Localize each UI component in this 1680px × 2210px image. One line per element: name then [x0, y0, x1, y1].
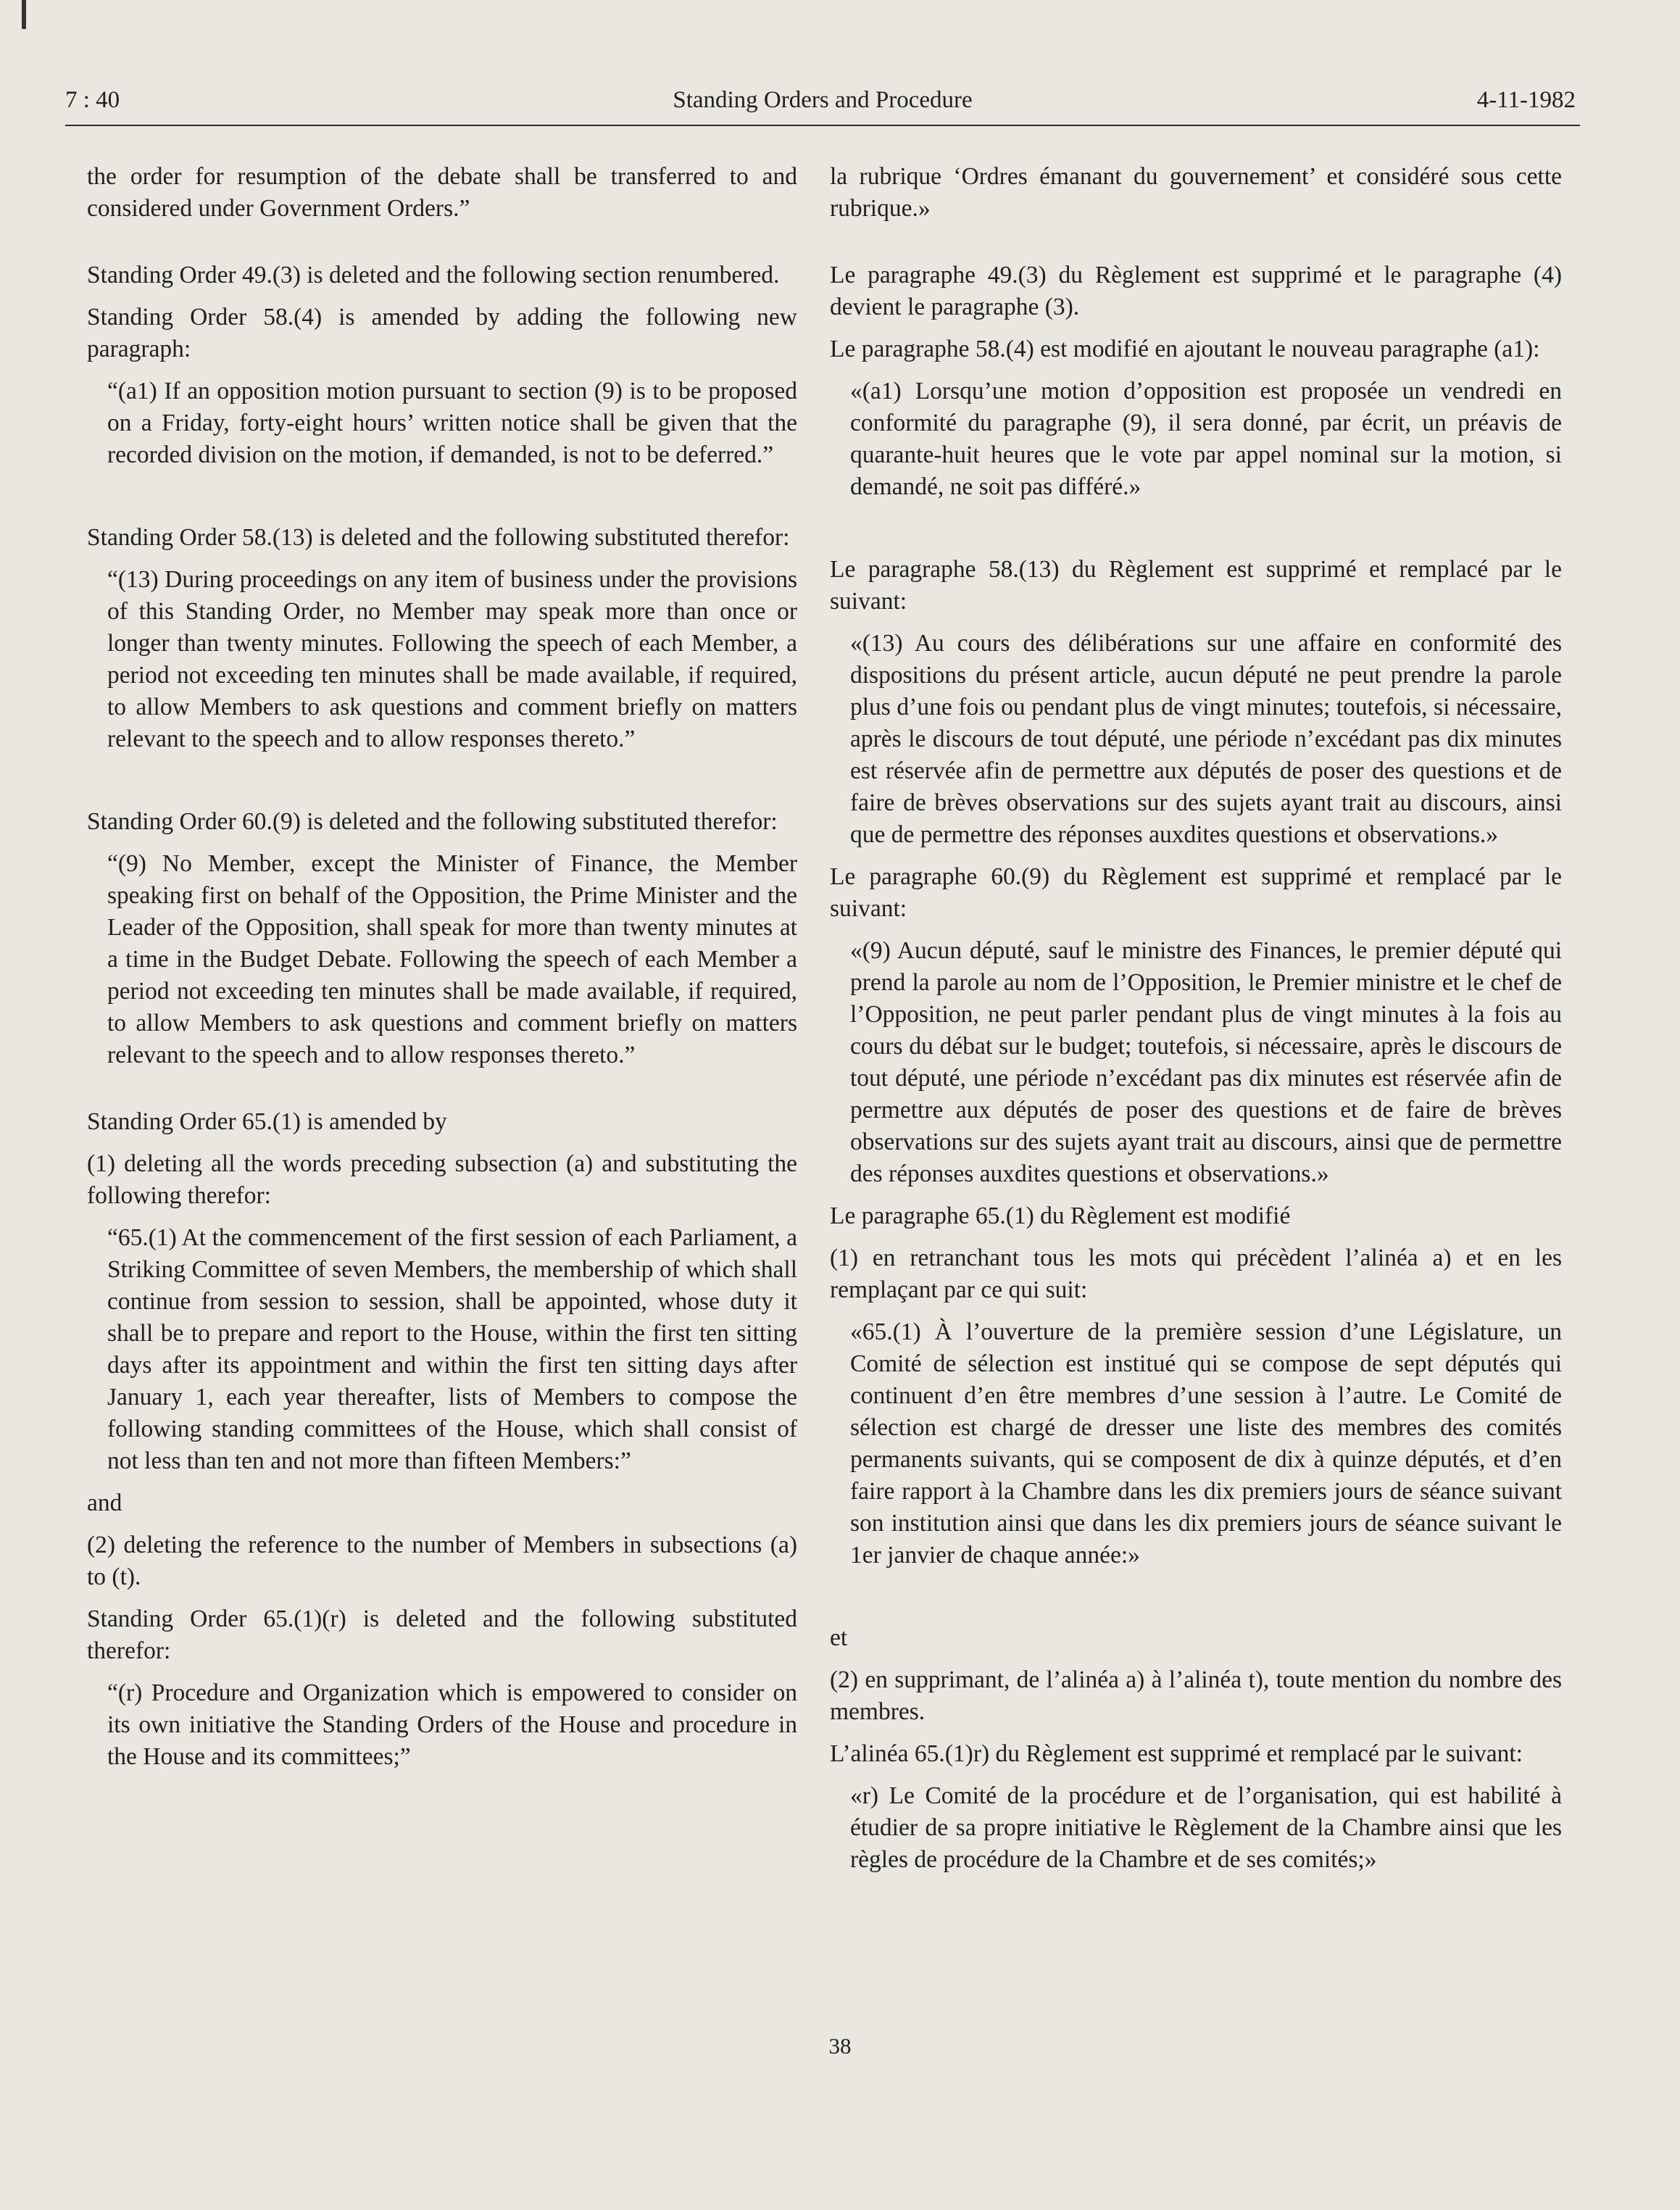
en-paragraph: Standing Order 65.(1) is amended by [87, 1108, 447, 1135]
fr-paragraph: (2) en supprimant, de l’alinéa a) à l’alinéa t), toute mention du nombre des membres. [830, 1666, 1562, 1725]
english-column [87, 161, 797, 1783]
french-column [830, 161, 1562, 1886]
fr-quoted-provision: «(9) Aucun député, sauf le ministre des Finances, le premier député qui prend la parole au nom de l’Opposition, le Premier ministre et le chef de l’Opposition, ne peut parler pendant plus de vingt minutes à la fois au cours du débat sur le budget; toutefois, si nécessaire, après le discours de tout député, une période n’excédant pas dix minutes est réservée afin de permettre aux députés de poser des questions et de faire de brèves observations sur des sujets ayant trait au discours, ainsi que de permettre des réponses auxdites questions et observations.» [850, 937, 1562, 1187]
fr-quoted-provision: «r) Le Comité de la procédure et de l’organisation, qui est habilité à étudier de sa propre initiative le Règlement de la Chambre ainsi que les règles de procédure de la Chambre et de ses comités;» [850, 1782, 1562, 1873]
en-paragraph: Standing Order 60.(9) is deleted and the following substituted therefor: [87, 808, 778, 835]
fr-paragraph: Le paragraphe 58.(4) est modifié en ajoutant le nouveau paragraphe (a1): [830, 336, 1540, 362]
en-quoted-provision: “(9) No Member, except the Minister of Finance, the Member speaking first on behalf of the Opposition, the Prime Minister and the Leader of the Opposition, shall speak for more than twenty minutes at a time in the Budget Debate. Following the speech of each Member a period not exceeding ten minutes shall be made available, if required, to allow Members to ask questions and comment briefly on matters relevant to the speech and to allow responses thereto.” [107, 850, 797, 1068]
en-paragraph: (1) deleting all the words preceding subsection (a) and substituting the following therefor: [87, 1150, 797, 1209]
en-paragraph: the order for resumption of the debate shall be transferred to and considered under Government Orders.” [87, 163, 797, 222]
running-title: Standing Orders and Procedure [673, 87, 973, 113]
page-reference: 7 : 40 [65, 87, 120, 113]
en-paragraph: (2) deleting the reference to the number of Members in subsections (a) to (t). [87, 1532, 797, 1590]
fr-paragraph: la rubrique ‘Ordres émanant du gouvernement’ et considéré sous cette rubrique.» [830, 163, 1562, 222]
en-quoted-provision: “65.(1) At the commencement of the first session of each Parliament, a Striking Committee of seven Members, the membership of which shall continue from session to session, shall be appointed, whose duty it shall be to prepare and report to the House, within the first ten sitting days after its appointment and within the first ten sitting days after January 1, each year thereafter, lists of Members to compose the following standing committees of the House, which shall consist of not less than ten and not more than fifteen Members:” [107, 1224, 797, 1474]
en-paragraph: Standing Order 58.(13) is deleted and the following substituted therefor: [87, 524, 790, 551]
margin-mark [22, 0, 26, 29]
page-number: 38 [828, 2033, 852, 2059]
fr-paragraph: L’alinéa 65.(1)r) du Règlement est supprimé et remplacé par le suivant: [830, 1740, 1523, 1767]
en-paragraph: Standing Order 58.(4) is amended by adding the following new paragraph: [87, 304, 797, 362]
en-quoted-provision: “(a1) If an opposition motion pursuant to section (9) is to be proposed on a Friday, forty-eight hours’ written notice shall be given that the recorded division on the motion, if demanded, is not to be deferred.” [107, 378, 797, 468]
fr-paragraph: Le paragraphe 60.(9) du Règlement est supprimé et remplacé par le suivant: [830, 863, 1562, 922]
fr-paragraph: Le paragraphe 65.(1) du Règlement est modifié [830, 1202, 1291, 1229]
fr-paragraph: (1) en retranchant tous les mots qui précèdent l’alinéa a) et en les remplaçant par ce qui suit: [830, 1245, 1562, 1303]
fr-quoted-provision: «(13) Au cours des délibérations sur une affaire en conformité des dispositions du présent article, aucun député ne peut prendre la parole plus d’une fois ou pendant plus de vingt minutes; toutefois, si nécessaire, après le discours de tout député, une période n’excédant pas dix minutes est réservée afin de permettre aux députés de poser des questions et de faire de brèves observations sur des sujets ayant trait au discours, ainsi que de permettre des réponses auxdites questions et observations.» [850, 630, 1562, 848]
en-paragraph: and [87, 1490, 122, 1516]
fr-paragraph: Le paragraphe 58.(13) du Règlement est supprimé et remplacé par le suivant: [830, 556, 1562, 615]
fr-quoted-provision: «(a1) Lorsqu’une motion d’opposition est proposée un vendredi en conformité du paragraphe (9), il sera donné, par écrit, un préavis de quarante-huit heures que le vote par appel nominal sur la motion, si demandé, ne soit pas différé.» [850, 378, 1562, 500]
page-header [65, 81, 1580, 126]
en-paragraph: Standing Order 49.(3) is deleted and the following section renumbered. [87, 262, 780, 288]
fr-quoted-provision: «65.(1) À l’ouverture de la première session d’une Législature, un Comité de sélection est institué qui se compose de sept députés qui continuent d’en être membres d’une session à l’autre. Le Comité de sélection est chargé de dresser une liste des membres des comités permanents suivants, qui se composent de dix à quinze députés, et d’en faire rapport à la Chambre dans les dix premiers jours de séance suivant son institution ainsi que dans les dix premiers jours de séance suivant le 1er janvier de chaque année:» [850, 1318, 1562, 1569]
en-quoted-provision: “(13) During proceedings on any item of business under the provisions of this Standing Order, no Member may speak more than once or longer than twenty minutes. Following the speech of each Member, a period not exceeding ten minutes shall be made available, if required, to allow Members to ask questions and comment briefly on matters relevant to the speech and to allow responses thereto.” [107, 566, 797, 752]
fr-paragraph: et [830, 1624, 848, 1651]
en-paragraph: Standing Order 65.(1)(r) is deleted and the following substituted therefor: [87, 1605, 797, 1664]
fr-paragraph: Le paragraphe 49.(3) du Règlement est supprimé et le paragraphe (4) devient le paragraphe (3). [830, 262, 1562, 320]
header-date: 4-11-1982 [1476, 87, 1576, 113]
en-quoted-provision: “(r) Procedure and Organization which is empowered to consider on its own initiative the Standing Orders of the House and procedure in the House and its committees;” [107, 1679, 797, 1770]
